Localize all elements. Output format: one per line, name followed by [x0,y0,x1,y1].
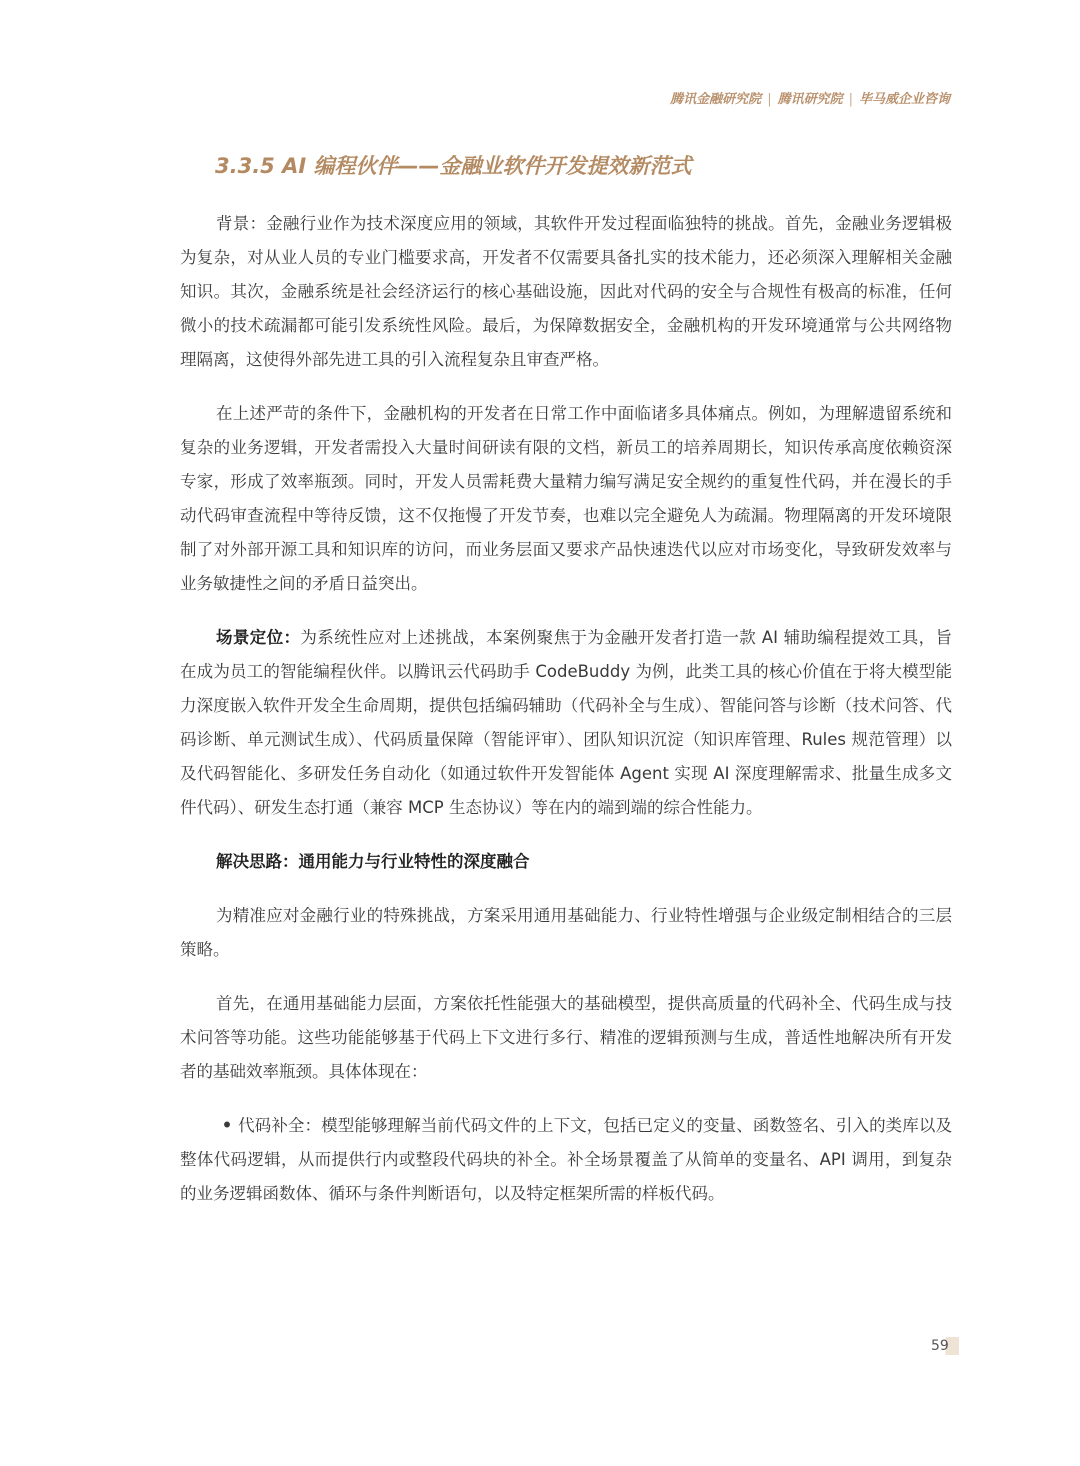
paragraph-scenario [180,621,952,825]
page-number: 59 [925,1337,959,1355]
bullet-marker: • [221,1116,233,1135]
scenario-text: 为系统性应对上述挑战，本案例聚焦于为金融开发者打造一款 AI 辅助编程提效工具，旨在成为员工的智能编程伙伴。以腾讯云代码助手 CodeBuddy 为例，此类工具的核心价值在于将大模型能力深度嵌入软件开发全生命周期，提供包括编码辅助（代码补全与生成）、智能问答与诊断（技术问答、代码诊断、单元测试生成）、代码质量保障（智能评审）、团队知识沉淀（知识库管理、Rules 规范管理）以及代码智能化、多研发任务自动化（如通过软件开发智能体 Agent 实现 AI 深度理解需求、批量生成多文件代码）、研发生态打通（兼容 MCP 生态协议）等在内的端到端的综合性能力。 [180,628,952,817]
header-separator: | [848,92,853,107]
bullet-text: 代码补全：模型能够理解当前代码文件的上下文，包括已定义的变量、函数签名、引入的类库以及整体代码逻辑，从而提供行内或整段代码块的补全。补全场景覆盖了从简单的变量名、API 调用，到复杂的业务逻辑函数体、循环与条件判断语句，以及特定框架所需的样板代码。 [180,1116,952,1203]
paragraph-pain-points: 在上述严苛的条件下，金融机构的开发者在日常工作中面临诸多具体痛点。例如，为理解遗留系统和复杂的业务逻辑，开发者需投入大量时间研读有限的文档，新员工的培养周期长，知识传承高度依赖资深专家，形成了效率瓶颈。同时，开发人员需耗费大量精力编写满足安全规约的重复性代码，并在漫长的手动代码审查流程中等待反馈，这不仅拖慢了开发节奏，也难以完全避免人为疏漏。物理隔离的开发环境限制了对外部开源工具和知识库的访问，而业务层面又要求产品快速迭代以应对市场变化，导致研发效率与业务敏捷性之间的矛盾日益突出。 [180,404,952,593]
scenario-label: 场景定位： [216,628,301,647]
page-body [180,207,952,1211]
solution-heading: 解决思路：通用能力与行业特性的深度融合 [216,852,530,871]
section-title: 3.3.5 AI 编程伙伴——金融业软件开发提效新范式 [215,154,692,178]
bullet-code-completion [180,1109,952,1211]
paragraph-first-layer: 首先，在通用基础能力层面，方案依托性能强大的基础模型，提供高质量的代码补全、代码生成与技术问答等功能。这些功能能够基于代码上下文进行多行、精准的逻辑预测与生成，普适性地解决所有开发者的基础效率瓶颈。具体体现在： [180,994,952,1081]
paragraph-strategy: 为精准应对金融行业的特殊挑战，方案采用通用基础能力、行业特性增强与企业级定制相结合的三层策略。 [180,906,952,959]
header-org-tencent-finance: 腾讯金融研究院 [670,92,762,107]
running-header [670,88,950,107]
header-org-tencent-research: 腾讯研究院 [777,92,843,107]
header-separator: | [767,92,772,107]
paragraph-background: 背景：金融行业作为技术深度应用的领域，其软件开发过程面临独特的挑战。首先，金融业务逻辑极为复杂，对从业人员的专业门槛要求高，开发者不仅需要具备扎实的技术能力，还必须深入理解相关金融知识。其次，金融系统是社会经济运行的核心基础设施，因此对代码的安全与合规性有极高的标准，任何微小的技术疏漏都可能引发系统性风险。最后，为保障数据安全，金融机构的开发环境通常与公共网络物理隔离，这使得外部先进工具的引入流程复杂且审查严格。 [180,214,952,369]
header-org-kpmg: 毕马威企业咨询 [858,92,950,107]
